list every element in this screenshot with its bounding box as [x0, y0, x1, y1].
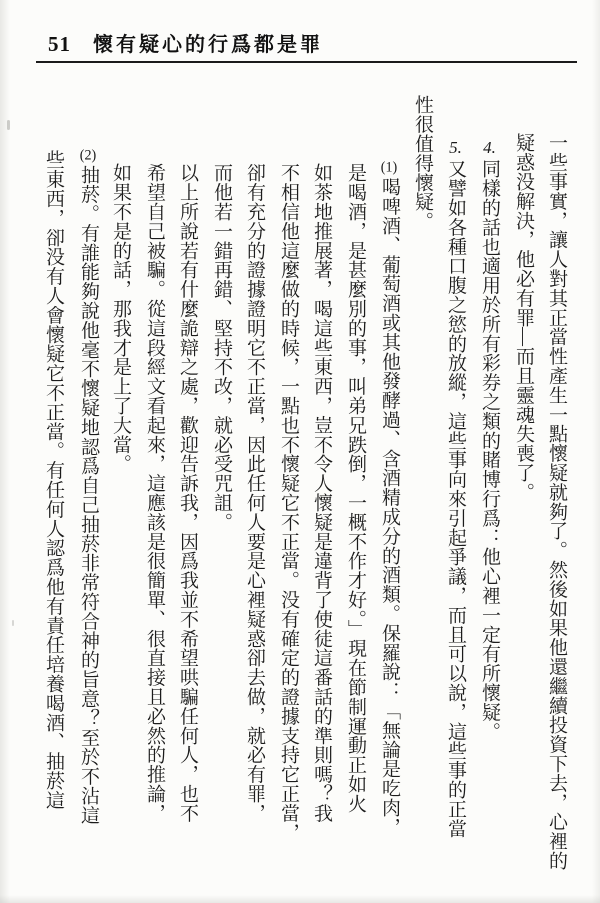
text-column — [42, 150, 65, 810]
column-text: 一些事實，讓人對其正當性產生一點懷疑就夠了。然後如果他還繼續投資下去，心裡的 — [546, 133, 567, 871]
scan-edge-right — [592, 0, 600, 903]
column-text: 不相信他這麼做的時候，一點也不懷疑它不正當。没有確定的證據支持它正當， — [278, 163, 299, 842]
list-number: (2) — [79, 148, 97, 163]
running-title: 懷有疑心的行爲都是罪 — [93, 34, 323, 56]
column-text: 抽菸。有誰能夠說他毫不懷疑地認爲自己抽菸非常符合神的旨意？至於不沾這 — [78, 165, 99, 825]
column-text: 同樣的話也適用於所有彩券之類的賭博行爲：他心裡一定有所懷疑。 — [479, 159, 500, 741]
column-text: 如茶地推展著，喝這些東西，豈不令人懷疑是違背了使徒這番話的準則嗎？我 — [311, 163, 332, 823]
column-text: 是喝酒，是甚麼別的事，叫弟兄跌倒，一概不作才好。」現在節制運動正如火 — [345, 163, 366, 814]
header-rule — [36, 61, 577, 63]
text-column — [512, 133, 535, 502]
scan-speck — [12, 620, 14, 626]
column-text: 疑惑没解決，他必有罪—而且靈魂失喪了。 — [513, 133, 534, 502]
column-text: 如果不是的話，那我才是上了大當。 — [110, 163, 131, 474]
text-column — [377, 160, 401, 837]
column-text: 而他若一錯再錯、堅持不改，就必受咒詛。 — [211, 163, 232, 532]
list-number: 5. — [449, 139, 462, 156]
text-column — [545, 133, 568, 870]
column-text: 喝啤酒、葡萄酒或其他發酵過、含酒精成分的酒類。保羅說：「無論是吃肉， — [379, 177, 400, 837]
list-number: (1) — [380, 160, 398, 175]
text-column — [444, 139, 467, 838]
text-column — [76, 148, 100, 825]
scan-edge-left — [0, 0, 10, 903]
text-column — [411, 95, 434, 231]
scan-speck — [7, 120, 10, 130]
column-text: 希望自己被騙。從這段經文看起來，這應該是很簡單、很直接且必然的推論， — [144, 163, 165, 823]
scan-edge-bottom — [0, 895, 600, 903]
text-column — [310, 163, 333, 823]
text-column — [277, 163, 300, 842]
column-text: 些東西，卻没有人會懷疑它不正當。有任何人認爲他有責任培養喝酒、抽菸這 — [43, 150, 64, 810]
text-column — [344, 163, 367, 813]
text-column — [143, 163, 166, 823]
text-column — [210, 163, 233, 532]
text-column — [478, 139, 501, 741]
page-number: 51 — [48, 32, 71, 56]
column-text: 性很值得懷疑。 — [412, 95, 433, 231]
page-header — [48, 28, 323, 58]
column-text: 以上所說若有什麼詭辯之處，歡迎告訴我，因爲我並不希望哄騙任何人，也不 — [177, 163, 198, 823]
column-text: 卻有充分的證據證明它不正當，因此任何人要是心裡疑惑卻去做，就必有罪， — [244, 163, 265, 823]
column-text: 又譬如各種口腹之慾的放縱，這些事向來引起爭議，而且可以說，這些事的正當 — [445, 159, 466, 838]
text-column — [243, 163, 266, 823]
text-column — [109, 163, 132, 473]
list-number: 4. — [483, 139, 496, 156]
text-column — [176, 163, 199, 823]
